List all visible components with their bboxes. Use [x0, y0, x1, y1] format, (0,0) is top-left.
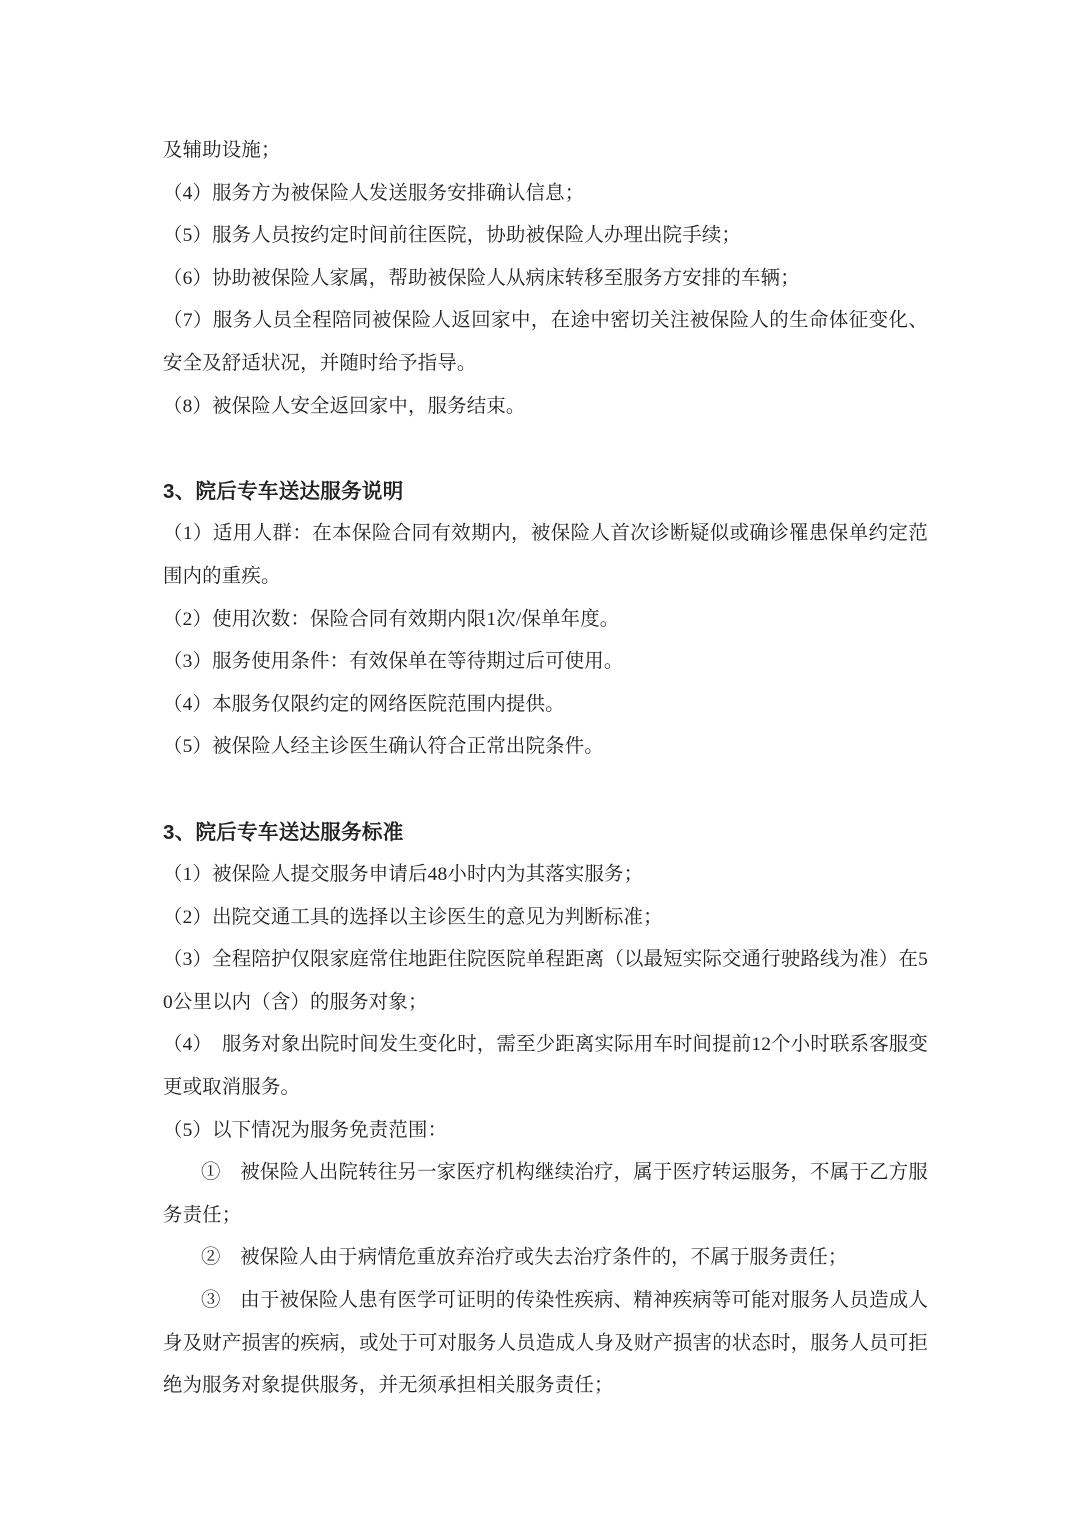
paragraph: （8）被保险人安全返回家中，服务结束。	[163, 395, 526, 417]
paragraph: （5）以下情况为服务免责范围：	[163, 1119, 448, 1141]
blank-line	[163, 769, 928, 812]
paragraph: （6）协助被保险人家属，帮助被保险人从病床转移至服务方安排的车辆；	[163, 267, 800, 289]
paragraph: （3）全程陪护仅限家庭常住地距住院医院单程距离（以最短实际交通行驶路线为准）在50公里以内（含）的服务对象；	[163, 949, 928, 1013]
paragraph: （5）被保险人经主诊医生确认符合正常出院条件。	[163, 736, 604, 758]
paragraph: （4）服务方为被保险人发送服务安排确认信息；	[163, 182, 585, 204]
paragraph: （2）使用次数：保险合同有效期内限1次/保单年度。	[163, 608, 620, 630]
section-heading: 3、院后专车送达服务说明	[163, 479, 404, 503]
paragraph: （4） 服务对象出院时间发生变化时，需至少距离实际用车时间提前12个小时联系客服变更或取消服务。	[163, 1034, 928, 1099]
paragraph: ① 被保险人出院转往另一家医疗机构继续治疗，属于医疗转运服务，不属于乙方服务责任；	[163, 1162, 928, 1226]
document-body	[163, 130, 928, 1408]
paragraph: （3）服务使用条件：有效保单在等待期过后可使用。	[163, 651, 624, 673]
paragraph: 及辅助设施；	[163, 140, 281, 161]
section-heading: 3、院后专车送达服务标准	[163, 820, 404, 844]
paragraph: （1）被保险人提交服务申请后48小时内为其落实服务；	[163, 864, 644, 886]
paragraph: （7）服务人员全程陪同被保险人返回家中，在途中密切关注被保险人的生命体征变化、安全及舒适状况，并随时给予指导。	[163, 310, 928, 374]
paragraph: ② 被保险人由于病情危重放弃治疗或失去治疗条件的，不属于服务责任；	[201, 1247, 848, 1269]
blank-line	[163, 428, 928, 471]
paragraph: ③ 由于被保险人患有医学可证明的传染性疾病、精神疾病等可能对服务人员造成人身及财产损害的疾病，或处于可对服务人员造成人身及财产损害的状态时，服务人员可拒绝为服务对象提供服务，并无须承担相关服务责任；	[163, 1290, 928, 1397]
paragraph: （1）适用人群：在本保险合同有效期内，被保险人首次诊断疑似或确诊罹患保单约定范围内的重疾。	[163, 523, 928, 587]
paragraph: （2）出院交通工具的选择以主诊医生的意见为判断标准；	[163, 906, 663, 928]
paragraph: （5）服务人员按约定时间前往医院，协助被保险人办理出院手续；	[163, 225, 742, 247]
paragraph: （4）本服务仅限约定的网络医院范围内提供。	[163, 693, 565, 715]
